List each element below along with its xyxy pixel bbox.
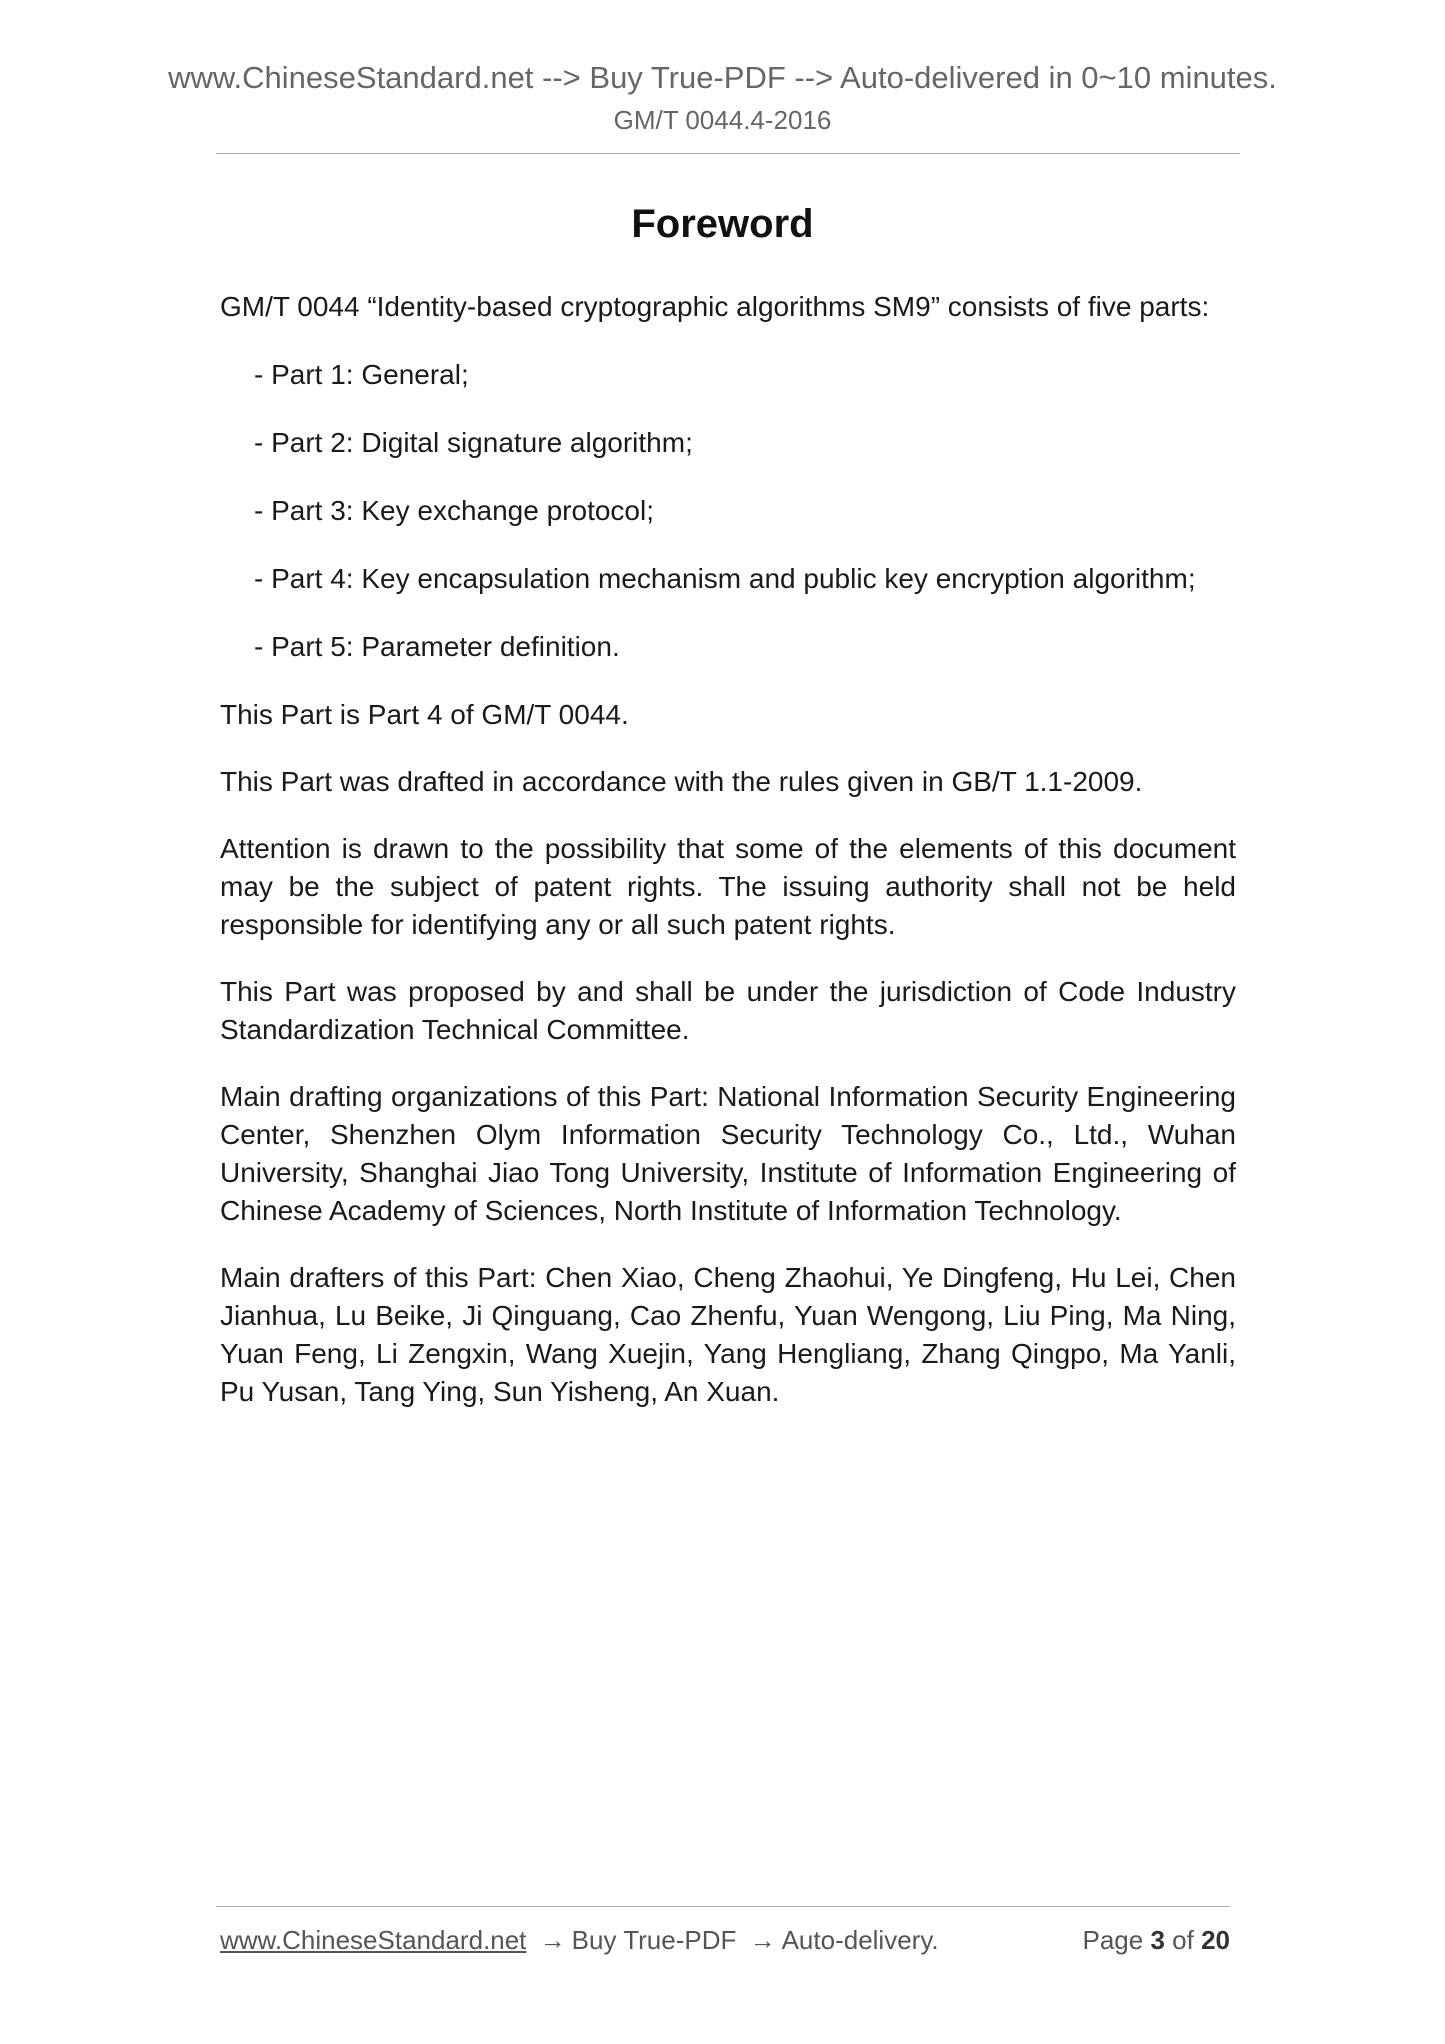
- footer-delivery-text: Auto-delivery.: [781, 1925, 939, 1955]
- part-list-item: - Part 4: Key encapsulation mechanism and public key encryption algorithm;: [254, 563, 1196, 594]
- page-current: 3: [1150, 1925, 1165, 1955]
- part-list-item: - Part 1: General;: [254, 359, 469, 390]
- body-paragraph: This Part was drafted in accordance with the rules given in GB/T 1.1-2009.: [220, 766, 1143, 797]
- page-title: Foreword: [631, 202, 814, 246]
- page-total: 20: [1201, 1925, 1230, 1955]
- page-of-label: of: [1172, 1925, 1194, 1955]
- drafters-paragraph: Main drafters of this Part: Chen Xiao, Cheng Zhaohui, Ye Dingfeng, Hu Lei, Chen Jianhua, Lu Beike, Ji Qinguang, Cao Zhenfu, Yuan Wengong, Liu Ping, Ma Ning, Yuan Feng, Li Zengxin, Wang Xuejin, Yang Hengliang, Zhang Qingpo, Ma Yanli, Pu Yusan, Tang Ying, Sun Yisheng, An Xuan.: [220, 1262, 1236, 1407]
- header-divider: [216, 153, 1240, 154]
- intro-paragraph: GM/T 0044 “Identity-based cryptographic algorithms SM9” consists of five parts:: [220, 291, 1210, 322]
- footer-divider: [216, 1906, 1230, 1907]
- part-list-item: - Part 2: Digital signature algorithm;: [254, 427, 693, 458]
- body-paragraph: This Part is Part 4 of GM/T 0044.: [220, 699, 629, 730]
- arrow-right-icon: →: [749, 1925, 776, 1955]
- footer-promo: [220, 1922, 939, 1958]
- arrow-right-icon: →: [539, 1925, 566, 1955]
- footer-buy-text: Buy True-PDF: [571, 1925, 737, 1955]
- page-label: Page: [1082, 1925, 1144, 1955]
- drafting-organizations-paragraph: Main drafting organizations of this Part: National Information Security Engineering Center, Shenzhen Olym Information Security Technology Co., Ltd., Wuhan University, Shanghai Jiao Tong University, Institute of Information Engineering of Chinese Academy of Sciences, North Institute of Information Technology.: [220, 1081, 1236, 1226]
- header-promo-text: www.ChineseStandard.net --> Buy True-PDF --> Auto-delivered in 0~10 minutes.: [168, 60, 1277, 95]
- jurisdiction-paragraph: This Part was proposed by and shall be under the jurisdiction of Code Industry Standardization Technical Committee.: [220, 976, 1236, 1045]
- page-number: [1082, 1922, 1230, 1958]
- document-body: [220, 288, 1236, 1440]
- header-doc-number: GM/T 0044.4-2016: [613, 105, 832, 135]
- site-link[interactable]: www.ChineseStandard.net: [220, 1925, 527, 1955]
- patent-notice-paragraph: Attention is drawn to the possibility that some of the elements of this document may be the subject of patent rights. The issuing authority shall not be held responsible for identifying any or all such patent rights.: [220, 833, 1236, 940]
- part-list-item: - Part 3: Key exchange protocol;: [254, 495, 654, 526]
- part-list-item: - Part 5: Parameter definition.: [254, 631, 620, 662]
- page-footer: [220, 1922, 1230, 1962]
- page-header: [0, 56, 1445, 138]
